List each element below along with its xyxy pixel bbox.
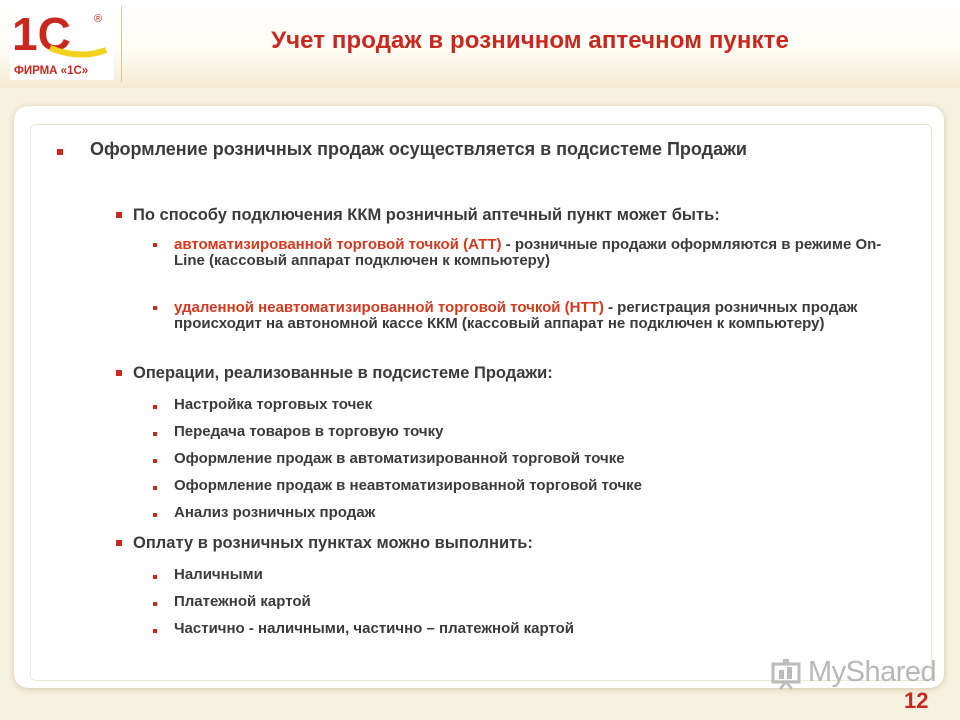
slide-header: [0, 0, 960, 88]
bullet-square-icon: [57, 149, 63, 155]
ntt-item: [174, 300, 904, 331]
list-item: Оформление продаж в автоматизированной торговой точке: [174, 450, 625, 467]
operations-heading: Операции, реализованные в подсистеме Продажи:: [133, 364, 553, 382]
logo-brand-text: 1С: [12, 8, 71, 60]
payment-heading: Оплату в розничных пунктах можно выполнить:: [133, 534, 533, 552]
bullet-square-icon: [153, 575, 157, 579]
att-item: [174, 237, 904, 268]
bullet-square-icon: [116, 212, 122, 218]
list-item: Настройка торговых точек: [174, 396, 373, 413]
bullet-square-icon: [116, 540, 122, 546]
bullet-square-icon: [153, 306, 157, 310]
presentation-icon: [770, 658, 804, 690]
list-item: Передача товаров в торговую точку: [174, 423, 444, 440]
connection-heading: По способу подключения ККМ розничный аптечный пункт может быть:: [133, 206, 720, 224]
logo-reg-mark: ®: [94, 13, 103, 25]
att-description: - розничные продажи оформляются в режиме On-Line (кассовый аппарат подключен к компьютеру): [174, 236, 882, 269]
list-item: Оформление продаж в неавтоматизированной торговой точке: [174, 477, 643, 494]
page-number: 12: [904, 688, 929, 713]
list-item: Платежной картой: [174, 593, 311, 610]
watermark-text: MyShared: [808, 656, 937, 688]
bullet-square-icon: [153, 432, 157, 436]
bullet-square-icon: [153, 243, 157, 247]
bullet-square-icon: [153, 602, 157, 606]
ntt-description: - регистрация розничных продаж происходит на автономной кассе ККМ (кассовый аппарат не подключен к компьютеру): [174, 299, 858, 332]
slide-title: Учет продаж в розничном аптечном пункте: [271, 27, 789, 54]
main-point: Оформление розничных продаж осуществляется в подсистеме Продажи: [90, 139, 747, 159]
att-term: автоматизированной торговой точкой (АТТ): [174, 236, 502, 253]
bullet-square-icon: [116, 370, 122, 376]
ntt-term: удаленной неавтоматизированной торговой точкой (НТТ): [174, 299, 604, 316]
bullet-square-icon: [153, 486, 157, 490]
list-item: Анализ розничных продаж: [174, 504, 376, 521]
list-item: Наличными: [174, 566, 263, 583]
logo-divider: [121, 6, 122, 82]
logo-company-text: ФИРМА «1С»: [14, 65, 89, 77]
bullet-square-icon: [153, 513, 157, 517]
1c-logo: [10, 6, 114, 80]
bullet-square-icon: [153, 405, 157, 409]
bullet-square-icon: [153, 459, 157, 463]
bullet-square-icon: [153, 629, 157, 633]
list-item: Частично - наличными, частично – платежной картой: [174, 620, 575, 637]
